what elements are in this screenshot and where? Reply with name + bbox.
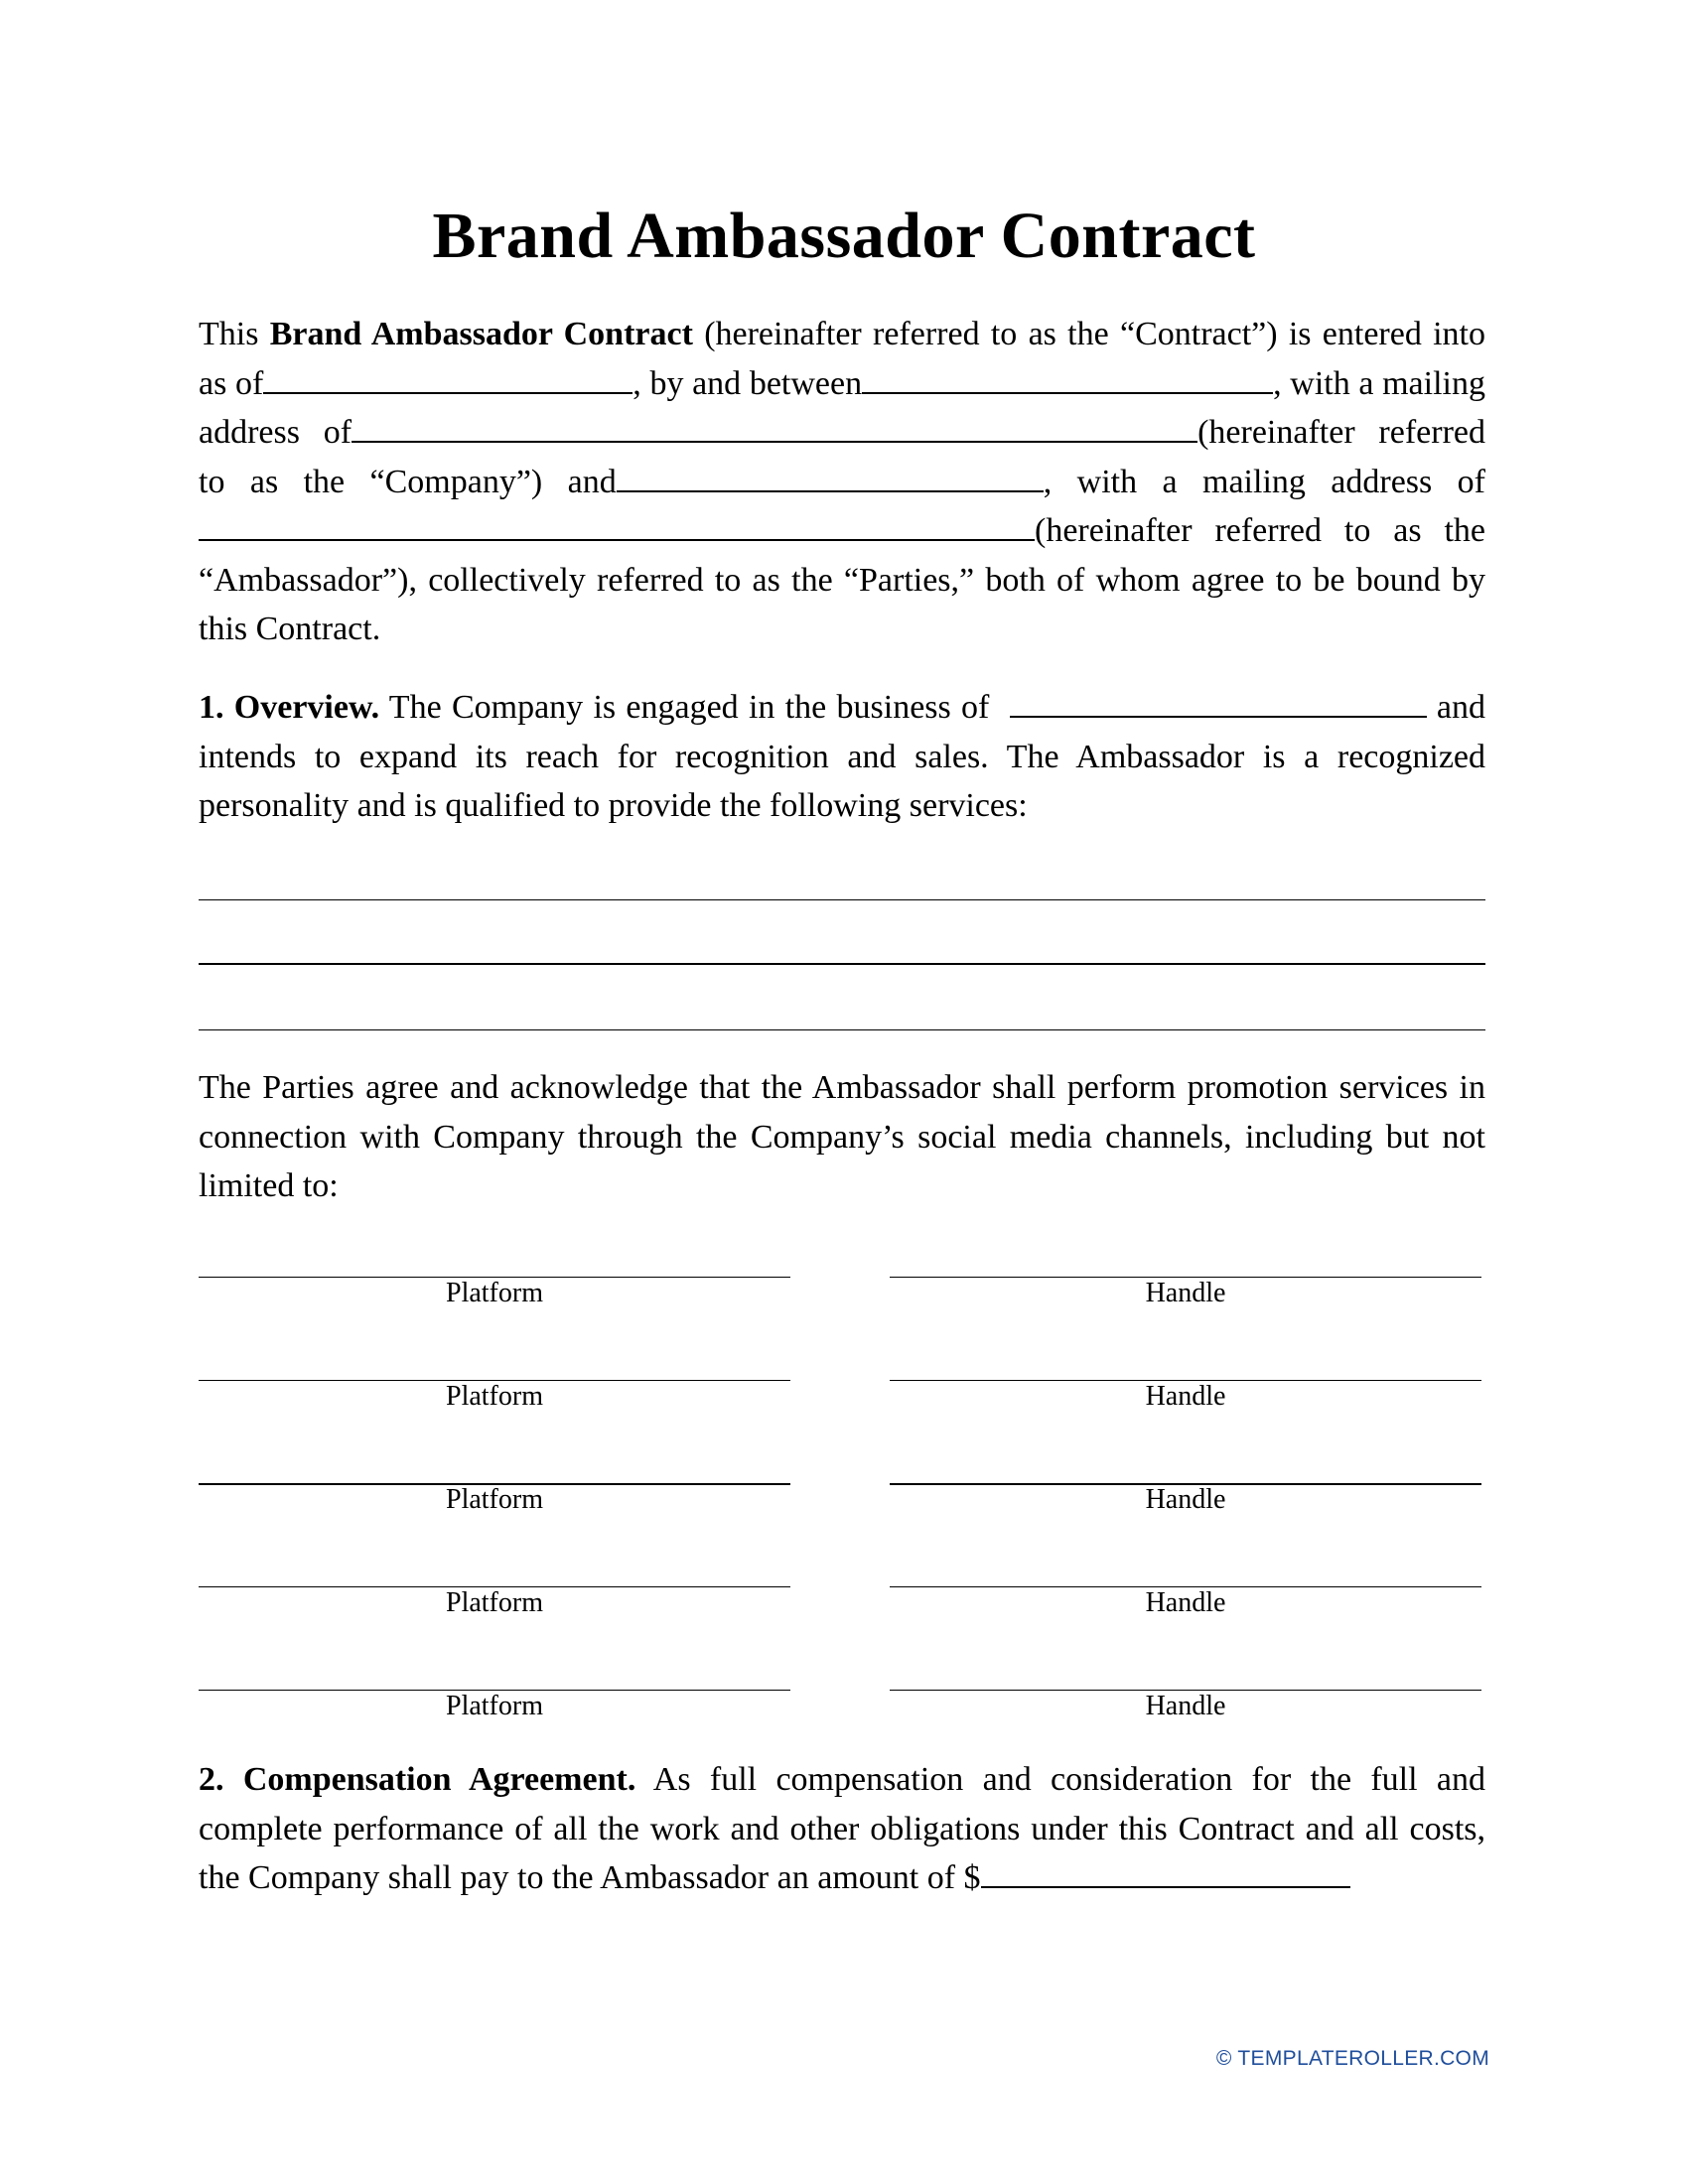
handle-label: Handle bbox=[1145, 1381, 1226, 1412]
handle-label: Handle bbox=[1145, 1587, 1226, 1618]
ambassador-address-blank[interactable] bbox=[199, 509, 1035, 541]
business-type-blank[interactable] bbox=[1010, 686, 1427, 718]
services-line-3[interactable] bbox=[199, 1029, 1485, 1030]
platform-label: Platform bbox=[446, 1381, 543, 1412]
overview-paragraph bbox=[199, 683, 1485, 831]
intro-contract-name: Brand Ambassador Contract bbox=[269, 316, 693, 352]
platform-label: Platform bbox=[446, 1278, 543, 1308]
handle-label: Handle bbox=[1145, 1691, 1226, 1721]
handle-label: Handle bbox=[1145, 1278, 1226, 1308]
compensation-text: As full compensation and consideration for the full and complete performance of all the work and other obligations under this Contract and all costs, the Company shall pay to the Ambassador an amount of $ bbox=[199, 1761, 1485, 1896]
intro-paragraph bbox=[199, 310, 1485, 654]
intro-text-4: , with a mailing address of bbox=[199, 364, 1485, 451]
compensation-amount-blank[interactable] bbox=[981, 1856, 1350, 1888]
handle-label: Handle bbox=[1145, 1484, 1226, 1515]
intro-text-5: (hereinafter referred to as the “Company”) and bbox=[199, 414, 1485, 500]
footer-copyright: © TEMPLATEROLLER.COM bbox=[1215, 2047, 1489, 2070]
services-line-2[interactable] bbox=[199, 963, 1485, 965]
ambassador-name-blank[interactable] bbox=[617, 461, 1044, 492]
services-line-1[interactable] bbox=[199, 899, 1485, 900]
platform-label: Platform bbox=[446, 1587, 543, 1618]
compensation-paragraph bbox=[199, 1755, 1485, 1903]
intro-text-7: (hereinafter referred to as the “Ambassador”), collectively referred to as the “Parties,” both of whom agree to be bound by this Contract. bbox=[199, 512, 1485, 647]
intro-text-1: This bbox=[199, 316, 270, 352]
intro-text-3: , by and between bbox=[633, 364, 863, 402]
intro-text-6: , with a mailing address of bbox=[1043, 463, 1485, 500]
effective-date-blank[interactable] bbox=[263, 362, 633, 394]
compensation-heading: 2. Compensation Agreement. bbox=[199, 1761, 636, 1798]
platform-label: Platform bbox=[446, 1484, 543, 1515]
overview-text-2: and intends to expand its reach for recognition and sales. The Ambassador is a recognized personality and is qualified to provide the following services: bbox=[199, 689, 1486, 824]
intro-text-2: (hereinafter referred to as the “Contract”) is entered into as of bbox=[199, 316, 1485, 402]
company-address-blank[interactable] bbox=[352, 411, 1197, 443]
platform-label: Platform bbox=[446, 1691, 543, 1721]
company-name-blank[interactable] bbox=[862, 362, 1273, 394]
document-title: Brand Ambassador Contract bbox=[432, 200, 1256, 272]
overview-text-1: The Company is engaged in the business of bbox=[379, 689, 1000, 726]
parties-paragraph: The Parties agree and acknowledge that the Ambassador shall perform promotion services in connection with Company through the Company’s social media channels, including but not limited to: bbox=[199, 1069, 1485, 1204]
overview-heading: 1. Overview. bbox=[199, 689, 380, 726]
